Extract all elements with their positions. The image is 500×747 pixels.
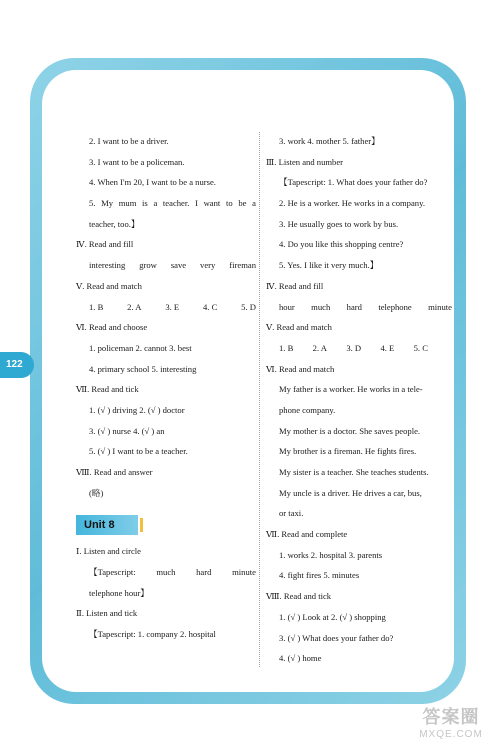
- column-divider: [259, 132, 260, 667]
- answer-line: My sister is a teacher. She teaches students.: [279, 467, 429, 477]
- answer-line: 1. (√ ) Look at 2. (√ ) shopping: [279, 611, 386, 622]
- tapescript-line: 【Tapescript: 1. company 2. hospital: [89, 629, 216, 640]
- section-title: Ⅱ. Listen and tick: [76, 608, 138, 619]
- word: 5.: [89, 198, 96, 209]
- word: want: [203, 198, 221, 209]
- word-list: [76, 255, 256, 276]
- section-title: Ⅵ. Read and match: [266, 363, 335, 374]
- word: hour: [279, 301, 295, 312]
- answer-line: 1. works 2. hospital 3. parents: [279, 549, 383, 560]
- word: fireman: [229, 260, 256, 271]
- tapescript-line: 3. He usually goes to work by bus.: [279, 218, 399, 229]
- word: I: [195, 198, 198, 209]
- answer-line: 2. I want to be a driver.: [89, 136, 169, 146]
- word: My: [101, 198, 114, 209]
- section-title: Ⅴ. Read and match: [266, 322, 332, 333]
- section-title: Ⅲ. Listen and number: [266, 156, 344, 167]
- watermark: [406, 703, 496, 741]
- answer: 5. C: [413, 342, 428, 353]
- section-title: Ⅵ. Read and choose: [76, 322, 148, 333]
- answer-line: 4. fight fires 5. minutes: [279, 570, 360, 581]
- answer-line: 4. (√ ) home: [279, 653, 322, 664]
- answer: 3. D: [346, 342, 362, 353]
- answer-line: 5. (√ ) I want to be a teacher.: [89, 446, 188, 457]
- word: save: [170, 260, 187, 271]
- word: minute: [232, 567, 256, 578]
- section-title: Ⅷ. Read and tick: [266, 591, 332, 602]
- word: teacher.: [162, 198, 190, 209]
- word: hard: [346, 301, 362, 312]
- tapescript-line: [76, 562, 256, 583]
- section-title: Ⅴ. Read and match: [76, 280, 142, 291]
- left-column: [76, 131, 256, 645]
- answer: 3. E: [165, 301, 180, 312]
- answer-line: phone company.: [279, 404, 336, 415]
- match-answers: [76, 297, 256, 318]
- word-list: [266, 297, 452, 318]
- answer-line: 4. primary school 5. interesting: [89, 363, 197, 374]
- tapescript-line: 4. Do you like this shopping centre?: [279, 239, 404, 250]
- answer: 4. E: [380, 342, 395, 353]
- answer-line: My uncle is a driver. He drives a car, bus,: [279, 487, 422, 498]
- word: much: [311, 301, 331, 312]
- answer: 1. B: [89, 301, 104, 312]
- answer: 2. A: [312, 342, 327, 353]
- answer: 4. C: [202, 301, 218, 312]
- section-title: Ⅳ. Read and fill: [266, 280, 324, 291]
- word: grow: [139, 260, 157, 271]
- answer-line: (略): [89, 487, 104, 498]
- word: hard: [196, 567, 212, 578]
- answer-line: 4. When I'm 20, I want to be a nurse.: [89, 177, 216, 188]
- answer-line: 3. (√ ) nurse 4. (√ ) an: [89, 425, 165, 436]
- answer-line: 3. work 4. mother 5. father】: [279, 136, 380, 146]
- answer-line: My father is a worker. He works in a tele-: [279, 384, 423, 395]
- right-column: [266, 131, 452, 669]
- word: a: [252, 198, 256, 209]
- answer-line: 1. policeman 2. cannot 3. best: [89, 342, 192, 353]
- section-title: Ⅶ. Read and tick: [76, 384, 139, 395]
- tapescript-line: telephone hour】: [89, 587, 149, 598]
- answer-line: 3. (√ ) What does your father do?: [279, 632, 394, 643]
- word: very: [200, 260, 216, 271]
- word: telephone: [378, 301, 412, 312]
- match-answers: [266, 338, 452, 359]
- watermark-logo: 答案圈: [422, 707, 480, 727]
- watermark-url: MXQE.COM: [419, 729, 483, 740]
- tapescript-line: 2. He is a worker. He works in a company.: [279, 198, 425, 209]
- answer: 5. D: [241, 301, 256, 312]
- section-title: Ⅷ. Read and answer: [76, 467, 153, 477]
- section-title: Ⅳ. Read and fill: [76, 239, 134, 250]
- answer-line-justified: [76, 193, 256, 214]
- answer-line: teacher, too.】: [89, 218, 140, 229]
- page-number-tab: 122: [0, 352, 34, 378]
- tapescript-line: 5. Yes. I like it very much.】: [279, 260, 379, 271]
- tapescript-line: 【Tapescript: 1. What does your father do?: [279, 177, 428, 188]
- word: minute: [428, 301, 452, 312]
- word: be: [238, 198, 247, 209]
- word: interesting: [89, 260, 126, 271]
- word: mum: [118, 198, 137, 209]
- section-title: Ⅶ. Read and complete: [266, 529, 348, 540]
- answer-line: 3. I want to be a policeman.: [89, 156, 185, 167]
- section-title: Ⅰ. Listen and circle: [76, 546, 141, 557]
- word: is: [142, 198, 148, 209]
- word: much: [156, 567, 176, 578]
- answer: 1. B: [279, 342, 294, 353]
- answer-line: My brother is a fireman. He fights fires.: [279, 446, 417, 457]
- answer-line: or taxi.: [279, 508, 304, 519]
- answer-line: My mother is a doctor. She saves people.: [279, 425, 421, 436]
- answer: 2. A: [127, 301, 142, 312]
- word: to: [225, 198, 233, 209]
- word: a: [153, 198, 158, 209]
- word: 【Tapescript:: [89, 567, 136, 578]
- answer-line: 1. (√ ) driving 2. (√ ) doctor: [89, 404, 185, 415]
- unit-banner: Unit 8: [76, 515, 138, 535]
